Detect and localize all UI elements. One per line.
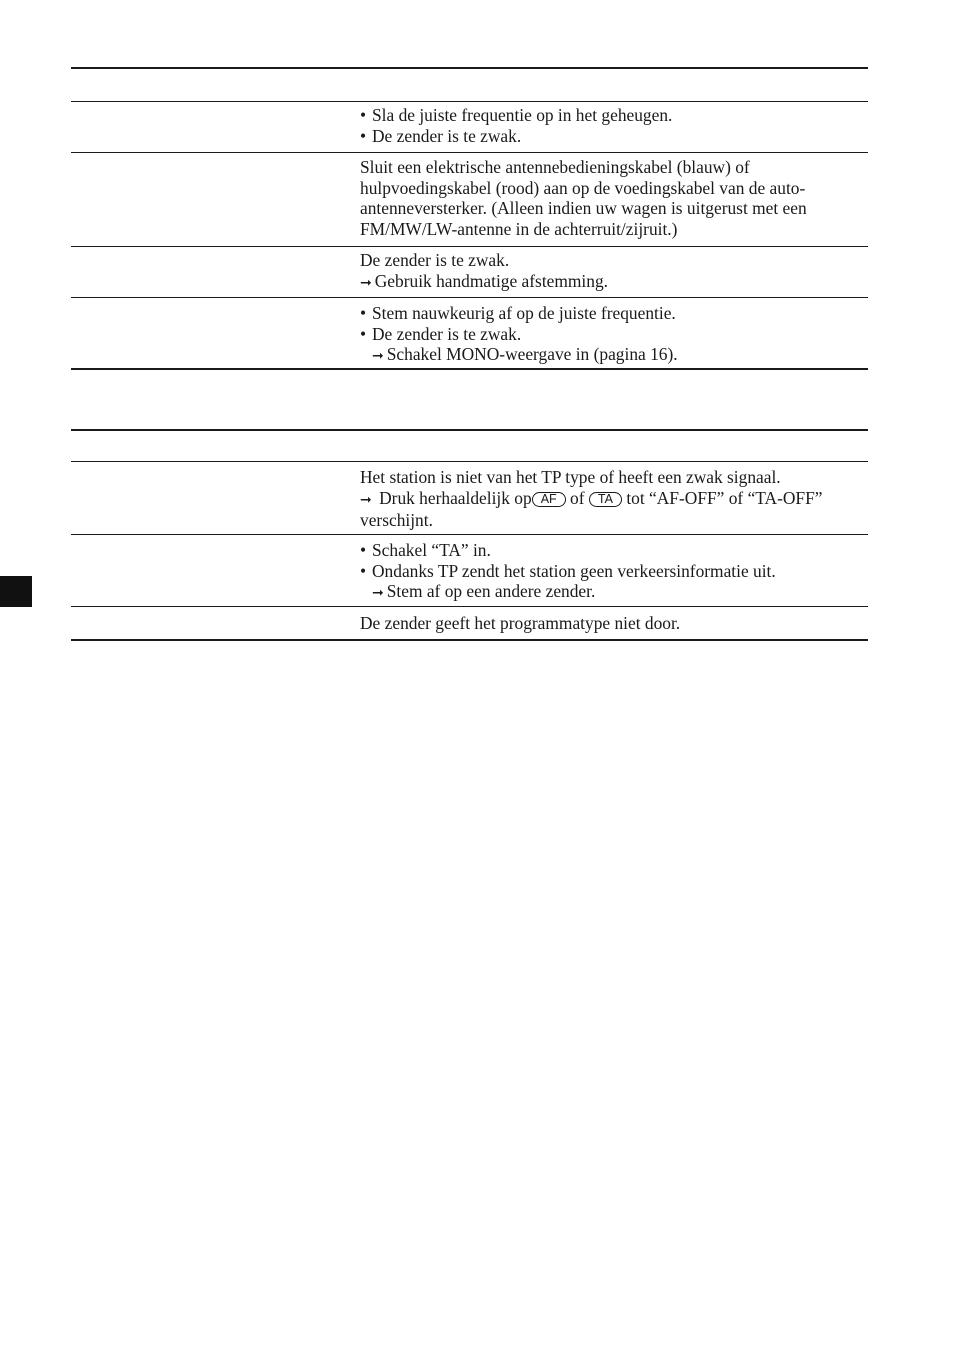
list-item: • Ondanks TP zendt het station geen verkeersinformatie uit. [360,560,776,581]
table2-bottom-rule [71,639,868,641]
table1-row-4-remedy: • Stem nauwkeurig af op de juiste frequentie. • De zender is te zwak. ➞ Schakel MONO-weergave in (pagina 16). [360,303,865,367]
list-item: • De zender is te zwak. [360,125,522,146]
table2-row-divider [71,606,868,607]
arrow-right-icon: ➞ [360,274,372,291]
table2-row-3-remedy: De zender geeft het programmatype niet door. [360,613,681,633]
list-item: • Sla de juiste frequentie op in het geheugen. [360,105,673,125]
table1-bottom-rule [71,368,868,370]
table1-header-rule [71,101,868,102]
section-tab-marker [0,576,32,607]
list-item: • Stem nauwkeurig af op de juiste frequentie. [360,303,676,323]
af-button-symbol: AF [532,492,566,507]
list-item: • Schakel “TA” in. [360,540,491,560]
table2-row-2-remedy: • Schakel “TA” in. • Ondanks TP zendt het station geen verkeersinformatie uit. ➞ Stem af op een andere zender. [360,540,865,604]
list-item: • De zender is te zwak. [360,323,522,344]
table1-row-divider [71,297,868,298]
table2-row-divider [71,534,868,535]
arrow-right-icon: ➞ [372,585,384,601]
table1-row-1-remedy [360,105,865,146]
table1-row-divider [71,246,868,247]
table2-top-rule [71,429,868,431]
table2-header-rule [71,461,868,462]
table1-row-divider [71,152,868,153]
ta-button-symbol: TA [589,492,622,507]
table1-row-3-remedy: De zender is te zwak. ➞ Gebruik handmatige afstemming. [360,250,608,291]
arrow-right-icon: ➞ [372,348,384,364]
table1-top-rule [71,67,868,69]
table1-row-2-remedy: Sluit een elektrische antennebedieningskabel (blauw) of hulpvoedingskabel (rood) aan op de voedingskabel van de auto-antenneversterker. (Alleen indien uw wagen is uitgerust met een FM/MW/LW-antenne in de achterruit/zijruit.) [360,157,807,239]
arrow-right-icon: ➞ [360,491,372,508]
table2-row-1-remedy: Het station is niet van het TP type of heeft een zwak signaal. ➞ Druk herhaaldelijk op AF of TA tot “AF-OFF” of “TA-OFF” verschijnt. [360,467,823,530]
